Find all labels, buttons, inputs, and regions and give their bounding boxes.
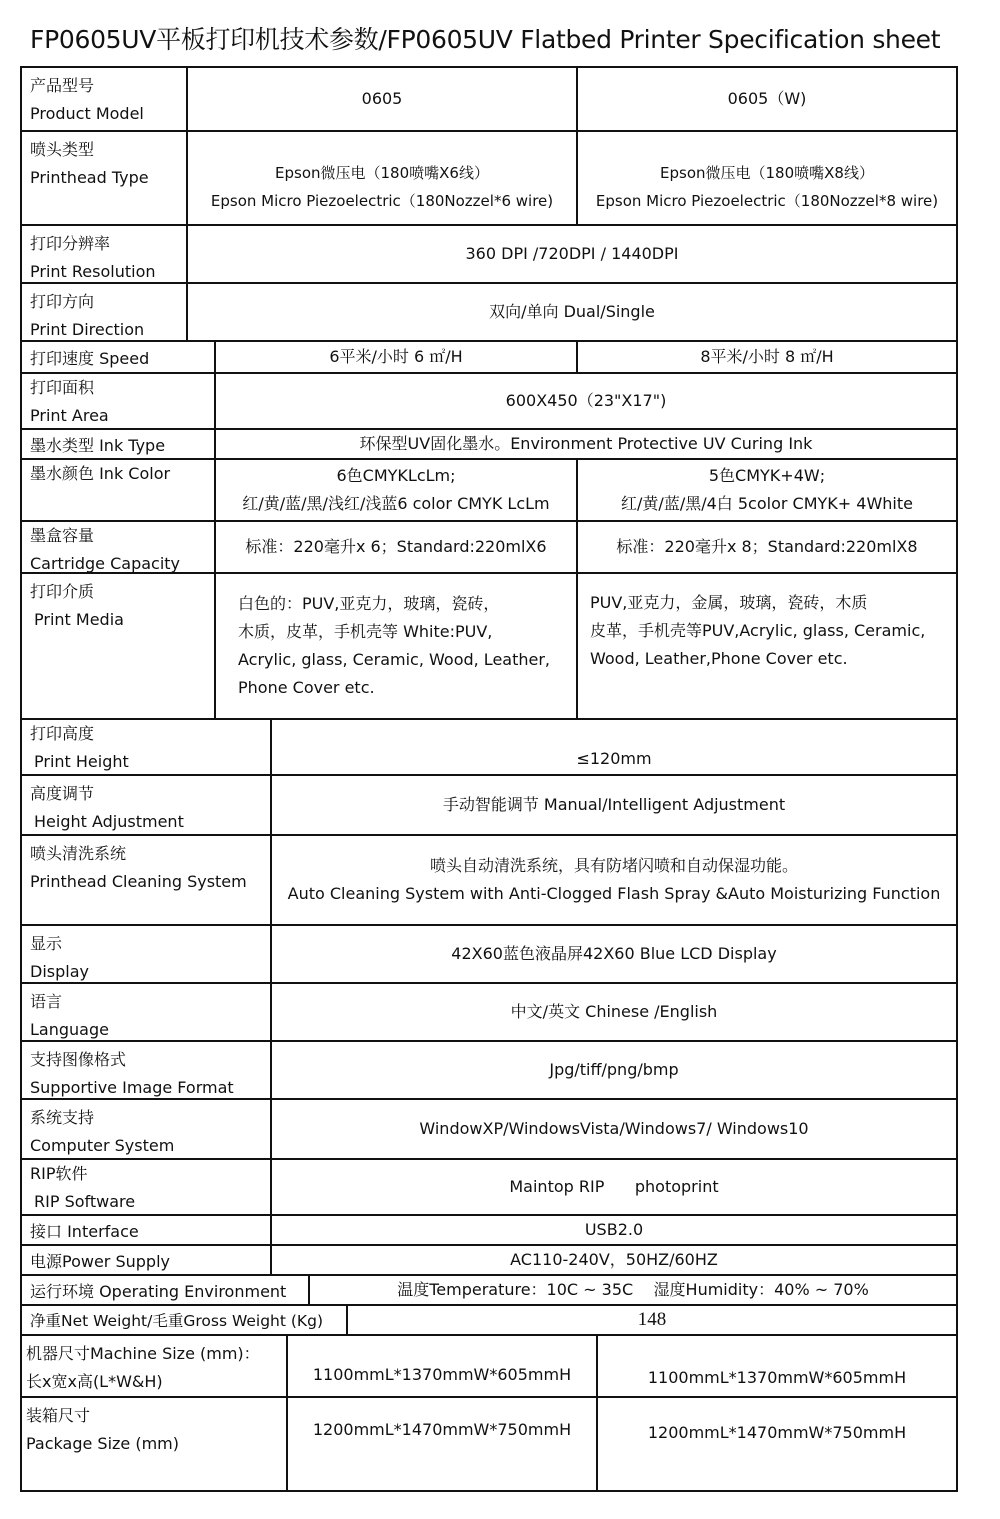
label-computer-system: [22, 1100, 270, 1158]
label-zh: 打印介质: [30, 582, 95, 601]
value-language: 中文/英文 Chinese /English: [270, 984, 956, 1040]
row-operating-environment: [22, 1276, 956, 1306]
label-zh: 打印面积: [30, 378, 95, 397]
value-line: 喷头自动清洗系统，具有防堵闪喷和自动保湿功能。: [429, 856, 798, 875]
row-package-size: [22, 1398, 956, 1492]
label-en: Height Adjustment: [34, 812, 184, 831]
value-power-supply: AC110-240V，50HZ/60HZ: [270, 1246, 956, 1274]
label-printhead-type: [22, 132, 186, 224]
label-print-media: [22, 574, 214, 718]
label-zh: 语言: [30, 992, 63, 1011]
value-print-resolution: 360 DPI /720DPI / 1440DPI: [186, 226, 956, 282]
row-printhead-cleaning: [22, 836, 956, 926]
label-zh: 产品型号: [30, 76, 95, 95]
row-printhead-type: [22, 132, 956, 226]
row-power-supply: [22, 1246, 956, 1276]
row-product-model: [22, 68, 956, 132]
label-machine-size: [22, 1336, 286, 1396]
label-package-size: [22, 1398, 286, 1492]
label-en: Printhead Cleaning System: [30, 872, 247, 891]
value-display: 42X60蓝色液晶屏42X60 Blue LCD Display: [270, 926, 956, 982]
value-line: PUV,亚克力，金属，玻璃，瓷砖，木质: [590, 593, 868, 612]
value-speed-1: 6平米/小时 6 ㎡/H: [214, 342, 576, 372]
value-machine-size-2: 1100mmL*1370mmW*605mmH: [596, 1336, 956, 1396]
value-print-height: ≤120mm: [270, 720, 956, 774]
label-en: Print Area: [30, 406, 109, 425]
value-ink-color-2: [576, 460, 956, 520]
row-print-speed: [22, 342, 956, 374]
label-ink-color: 墨水颜色 Ink Color: [30, 464, 171, 483]
value-line: 木质，皮革，手机壳等 White:PUV,: [238, 622, 493, 641]
value-line: 白色的：PUV,亚克力，玻璃，瓷砖，: [238, 594, 500, 613]
label-power-supply: 电源Power Supply: [30, 1251, 170, 1271]
row-print-height: [22, 720, 956, 776]
label-print-speed: 打印速度 Speed: [30, 348, 150, 368]
label-print-height: [22, 720, 270, 774]
label-zh: 墨盒容量: [30, 526, 95, 545]
label-en: Print Direction: [30, 320, 145, 339]
value-line: 5色CMYK+4W;: [708, 466, 826, 485]
label-print-resolution: [22, 226, 186, 282]
value-line: Auto Cleaning System with Anti-Clogged Flash Spray &Auto Moisturizing Function: [287, 884, 941, 903]
label-zh: 装箱尺寸: [26, 1406, 91, 1425]
value-line: Phone Cover etc.: [238, 678, 375, 697]
value-line: Acrylic, glass, Ceramic, Wood, Leather,: [238, 650, 551, 669]
value-line: 皮革，手机壳等PUV,Acrylic, glass, Ceramic,: [590, 621, 926, 640]
value-image-format: Jpg/tiff/png/bmp: [270, 1042, 956, 1098]
label-print-direction: [22, 284, 186, 340]
label-en: Print Resolution: [30, 262, 156, 281]
value-line: Wood, Leather,Phone Cover etc.: [590, 649, 848, 668]
label-zh: 机器尺寸Machine Size (mm)：: [26, 1344, 260, 1363]
value-line: Epson微压电（180喷嘴X6线）: [275, 164, 489, 182]
row-print-area: [22, 374, 956, 430]
label-product-model: [22, 68, 186, 130]
label-zh: 打印高度: [30, 724, 95, 743]
label-interface: 接口 Interface: [30, 1221, 139, 1241]
value-speed-2: 8平米/小时 8 ㎡/H: [576, 342, 956, 372]
label-en: RIP Software: [34, 1192, 136, 1211]
row-ink-type: [22, 430, 956, 460]
label-zh: RIP软件: [30, 1164, 88, 1183]
value-cartridge-2: 标准：220毫升x 8；Standard:220mlX8: [576, 522, 956, 572]
value-model-2: 0605（W): [576, 68, 956, 130]
page-title: FP0605UV平板打印机技术参数/FP0605UV Flatbed Printer Specification sheet: [30, 25, 941, 54]
value-printhead-1: [186, 132, 576, 224]
label-zh: 显示: [30, 934, 63, 953]
value-line: 红/黄/蓝/黑/4白 5color CMYK+ 4White: [621, 494, 913, 513]
spec-table: [20, 66, 958, 1492]
row-cartridge-capacity: [22, 522, 956, 574]
value-media-2: [576, 574, 956, 718]
label-en: Supportive Image Format: [30, 1078, 234, 1097]
value-operating-environment: 温度Temperature：10C ~ 35C 湿度Humidity：40% ~ 70%: [308, 1276, 956, 1304]
value-height-adjustment: 手动智能调节 Manual/Intelligent Adjustment: [270, 776, 956, 834]
row-height-adjustment: [22, 776, 956, 836]
label-cartridge-capacity: [22, 522, 214, 572]
row-print-resolution: [22, 226, 956, 284]
label-en: Display: [30, 962, 89, 981]
value-line: 6色CMYKLcLm;: [336, 466, 456, 485]
label-zh: 喷头类型: [30, 140, 95, 159]
label-weight: 净重Net Weight/毛重Gross Weight (Kg): [30, 1312, 323, 1330]
label-zh: 支持图像格式: [30, 1050, 127, 1069]
value-computer-system: WindowXP/WindowsVista/Windows7/ Windows10: [270, 1100, 956, 1158]
label-en: Printhead Type: [30, 168, 149, 187]
label-en: Product Model: [30, 104, 144, 123]
value-line: Epson微压电（180喷嘴X8线）: [660, 164, 874, 182]
value-line: Epson Micro Piezoelectric（180Nozzel*8 wire): [595, 192, 939, 210]
value-media-1: [214, 574, 576, 718]
value-print-direction: 双向/单向 Dual/Single: [186, 284, 956, 340]
label-zh: 高度调节: [30, 784, 95, 803]
label-print-area: [22, 374, 214, 428]
value-line: Epson Micro Piezoelectric（180Nozzel*6 wire): [210, 192, 554, 210]
value-package-size-2: 1200mmL*1470mmW*750mmH: [596, 1398, 956, 1492]
value-model-1: 0605: [186, 68, 576, 130]
label-en: Print Media: [34, 610, 124, 629]
label-en: 长x宽x高(L*W&H): [26, 1372, 163, 1391]
value-printhead-cleaning: [270, 836, 956, 924]
label-zh: 打印方向: [30, 292, 95, 311]
value-interface: USB2.0: [270, 1216, 956, 1244]
row-print-direction: [22, 284, 956, 342]
label-zh: 打印分辨率: [30, 234, 111, 253]
label-printhead-cleaning: [22, 836, 270, 924]
label-height-adjustment: [22, 776, 270, 834]
value-weight: 148: [346, 1306, 956, 1334]
label-zh: 喷头清洗系统: [30, 844, 127, 863]
value-ink-color-1: [214, 460, 576, 520]
value-machine-size-1: 1100mmL*1370mmW*605mmH: [286, 1336, 596, 1396]
label-rip-software: [22, 1160, 270, 1214]
value-cartridge-1: 标准：220毫升x 6；Standard:220mlX6: [214, 522, 576, 572]
label-en: Computer System: [30, 1136, 175, 1155]
label-operating-environment: 运行环境 Operating Environment: [30, 1281, 287, 1301]
label-en: Language: [30, 1020, 109, 1039]
value-line: 红/黄/蓝/黑/浅红/浅蓝6 color CMYK LcLm: [242, 494, 550, 513]
row-ink-color: [22, 460, 956, 522]
label-en: Cartridge Capacity: [30, 554, 181, 573]
row-interface: [22, 1216, 956, 1246]
value-print-area: 600X450（23"X17"): [214, 374, 956, 428]
row-image-format: [22, 1042, 956, 1100]
label-display: [22, 926, 270, 982]
label-zh: 系统支持: [30, 1108, 95, 1127]
value-rip-software: Maintop RIP photoprint: [270, 1160, 956, 1214]
value-ink-type: 环保型UV固化墨水。Environment Protective UV Curing Ink: [214, 430, 956, 458]
row-display: [22, 926, 956, 984]
value-printhead-2: [576, 132, 956, 224]
value-package-size-1: 1200mmL*1470mmW*750mmH: [286, 1398, 596, 1492]
row-machine-size: [22, 1336, 956, 1398]
row-rip-software: [22, 1160, 956, 1216]
label-ink-type: 墨水类型 Ink Type: [30, 435, 166, 455]
row-language: [22, 984, 956, 1042]
row-print-media: [22, 574, 956, 720]
label-en: Package Size (mm): [26, 1434, 179, 1453]
label-image-format: [22, 1042, 270, 1098]
label-language: [22, 984, 270, 1040]
row-weight: [22, 1306, 956, 1336]
row-computer-system: [22, 1100, 956, 1160]
label-en: Print Height: [34, 752, 129, 771]
